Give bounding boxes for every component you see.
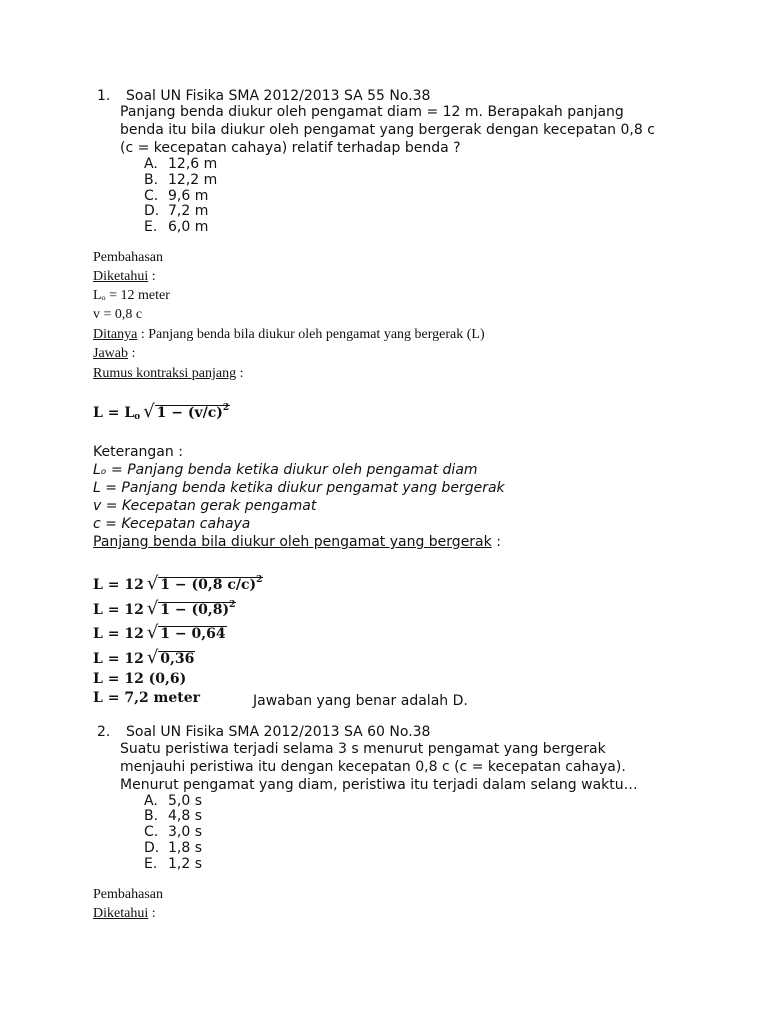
subheading-line (93, 534, 501, 550)
keterangan-item-1: Lₒ = Panjang benda ketika diukur oleh pengamat diam (93, 462, 478, 478)
formula-sub: o (134, 412, 141, 422)
q2-option-a-letter: A. (144, 793, 158, 809)
keterangan-item-2: L = Panjang benda ketika diukur pengamat yang bergerak (93, 480, 505, 496)
q1-option-c-text: 9,6 m (168, 188, 209, 204)
step-3-radicand: 1 − 0,64 (160, 626, 226, 642)
keterangan-item-3: v = Kecepatan gerak pengamat (93, 498, 317, 514)
q2-line-2: menjauhi peristiwa itu dengan kecepatan 0,8 c (c = kecepatan cahaya). (120, 759, 626, 775)
sol1-rumus-colon: : (236, 366, 244, 381)
step-3-lhs: L = 12 (93, 626, 144, 642)
q2-title: Soal UN Fisika SMA 2012/2013 SA 60 No.38 (126, 724, 431, 740)
answer-text: Jawaban yang benar adalah D. (253, 693, 468, 709)
q1-line-3: (c = kecepatan cahaya) relatif terhadap benda ? (120, 140, 461, 156)
q1-option-d-text: 7,2 m (168, 203, 209, 219)
sol1-diketahui-line (93, 269, 156, 285)
step-4 (93, 647, 195, 668)
sqrt-icon: √ (146, 598, 159, 619)
step-2-exp: 2 (229, 600, 236, 610)
q2-number: 2. (97, 724, 111, 740)
q1-line-1: Panjang benda diukur oleh pengamat diam = 12 m. Berapakah panjang (120, 104, 624, 120)
step-2-radicand-text: 1 − (0,8) (160, 602, 230, 618)
sqrt-icon: √ (146, 647, 159, 668)
subheading-colon: : (491, 534, 501, 550)
q2-option-c-text: 3,0 s (168, 824, 203, 840)
sol1-ditanya-text: : Panjang benda bila diukur oleh pengamat yang bergerak (L) (137, 327, 485, 342)
q2-line-1: Suatu peristiwa terjadi selama 3 s menurut pengamat yang bergerak (120, 741, 606, 757)
sol1-jawab-colon: : (128, 346, 136, 361)
formula-radicand (155, 405, 231, 421)
sqrt-icon: √ (143, 401, 155, 422)
sol2-diketahui-colon: : (148, 906, 156, 921)
step-1 (93, 573, 263, 594)
q2-option-a-text: 5,0 s (168, 793, 203, 809)
sol1-rumus-line (93, 366, 244, 382)
step-1-exp: 2 (256, 575, 263, 585)
q2-option-b-letter: B. (144, 808, 159, 824)
sqrt-icon: √ (146, 573, 159, 594)
q1-option-b-text: 12,2 m (168, 172, 218, 188)
step-6: L = 7,2 meter (93, 690, 201, 706)
step-4-radicand: 0,36 (160, 651, 195, 667)
sol2-diketahui-line (93, 906, 156, 922)
sol1-rumus: Rumus kontraksi panjang (93, 366, 237, 381)
q2-option-c-letter: C. (144, 824, 159, 840)
step-2-radicand (158, 602, 236, 618)
sol1-jawab-line (93, 346, 135, 362)
q1-option-d-letter: D. (144, 203, 160, 219)
sol2-diketahui: Diketahui (93, 906, 149, 921)
sol1-ditanya: Ditanya (93, 327, 138, 342)
sol1-heading: Pembahasan (93, 250, 163, 265)
sol1-ditanya-line (93, 327, 485, 343)
q2-option-d-letter: D. (144, 840, 160, 856)
q1-option-e-letter: E. (144, 219, 158, 235)
keterangan-item-4: c = Kecepatan cahaya (93, 516, 251, 532)
q1-option-b-letter: B. (144, 172, 159, 188)
formula-exp: 2 (222, 403, 230, 413)
sol1-jawab: Jawab (93, 346, 128, 361)
step-1-radicand-text: 1 − (0,8 c/c) (160, 577, 257, 593)
sol1-given-l0: Lₒ = 12 meter (93, 288, 170, 303)
formula-radicand-text: 1 − (v/c) (156, 405, 223, 421)
formula-lhs: L = L (93, 405, 135, 421)
sol1-diketahui: Diketahui (93, 269, 149, 284)
q2-option-d-text: 1,8 s (168, 840, 203, 856)
sol1-diketahui-colon: : (148, 269, 156, 284)
keterangan-heading: Keterangan : (93, 444, 183, 460)
q2-line-3: Menurut pengamat yang diam, peristiwa itu terjadi dalam selang waktu… (120, 777, 638, 793)
step-2-lhs: L = 12 (93, 602, 144, 618)
q1-option-c-letter: C. (144, 188, 159, 204)
q2-option-e-letter: E. (144, 856, 158, 872)
q1-option-a-text: 12,6 m (168, 156, 218, 172)
q1-option-a-letter: A. (144, 156, 158, 172)
sol2-heading: Pembahasan (93, 887, 163, 902)
sqrt-icon: √ (146, 622, 159, 643)
q1-line-2: benda itu bila diukur oleh pengamat yang bergerak dengan kecepatan 0,8 c (120, 122, 655, 138)
q2-option-b-text: 4,8 s (168, 808, 203, 824)
q1-title: Soal UN Fisika SMA 2012/2013 SA 55 No.38 (126, 88, 431, 104)
q1-option-e-text: 6,0 m (168, 219, 209, 235)
q1-number: 1. (97, 88, 111, 104)
formula-length-contraction (93, 401, 230, 422)
step-4-lhs: L = 12 (93, 651, 144, 667)
step-2 (93, 598, 236, 619)
sol1-given-v: v = 0,8 c (93, 307, 143, 322)
step-1-radicand (158, 577, 263, 593)
q2-option-e-text: 1,2 s (168, 856, 203, 872)
subheading-text: Panjang benda bila diukur oleh pengamat yang bergerak (93, 534, 492, 550)
step-5: L = 12 (0,6) (93, 671, 187, 687)
step-3 (93, 622, 227, 643)
step-1-lhs: L = 12 (93, 577, 144, 593)
